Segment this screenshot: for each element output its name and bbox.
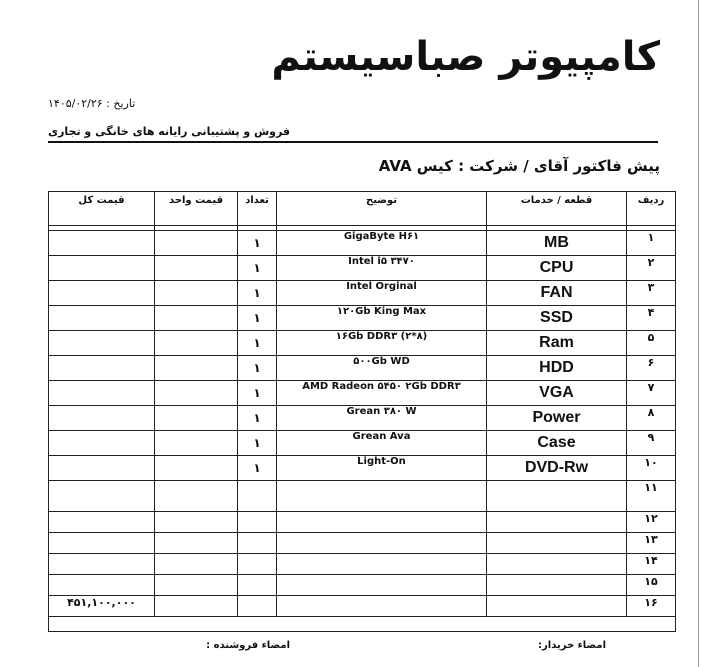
total-price-cell: [49, 381, 155, 406]
table-header-row: [49, 192, 676, 226]
row-number-cell: ۱: [627, 231, 676, 256]
row-number-cell: ۱۴: [627, 554, 676, 575]
grand-total-cell: ۴۵۱,۱۰۰,۰۰۰: [49, 596, 155, 617]
total-price-cell: [49, 512, 155, 533]
row-number-cell: ۹: [627, 431, 676, 456]
description-cell: AMD Radeon ۵۴۵۰ ۲Gb DDR۳: [277, 381, 487, 406]
unit-price-cell: [155, 481, 238, 512]
description-cell: [277, 554, 487, 575]
company-title: کامپیوتر صباسیستم: [271, 34, 660, 80]
seller-signature-label: امضاء فروشنده :: [206, 640, 290, 651]
description-cell: ۱۶Gb DDR۳ (۲*۸): [277, 331, 487, 356]
row-number-cell: ۵: [627, 331, 676, 356]
quantity-cell: ۱: [238, 406, 277, 431]
quantity-cell: ۱: [238, 256, 277, 281]
unit-price-cell: [155, 575, 238, 596]
total-price-cell: [49, 554, 155, 575]
quantity-cell: ۱: [238, 356, 277, 381]
part-cell: VGA: [487, 381, 627, 406]
description-cell: Intel i۵ ۳۴۷۰: [277, 256, 487, 281]
quantity-cell: ۱: [238, 331, 277, 356]
total-price-cell: [49, 256, 155, 281]
unit-price-cell: [155, 596, 238, 617]
description-cell: Grean ۳۸۰ W: [277, 406, 487, 431]
row-number-cell: ۳: [627, 281, 676, 306]
description-cell: Intel Orginal: [277, 281, 487, 306]
quantity-cell: ۱: [238, 306, 277, 331]
total-price-cell: [49, 456, 155, 481]
description-cell: [277, 481, 487, 512]
description-cell: Grean Ava: [277, 431, 487, 456]
page-right-border: [698, 0, 699, 667]
quantity-cell: [238, 512, 277, 533]
table-row: [49, 456, 676, 481]
table-row-empty: [49, 481, 676, 512]
part-cell: [487, 481, 627, 512]
customer-line: پیش فاکتور آقای / شرکت : کیس AVA: [378, 157, 660, 175]
footer-blank-cell: [49, 617, 676, 632]
description-cell: [277, 575, 487, 596]
total-price-cell: [49, 231, 155, 256]
table-footer-row: [49, 617, 676, 632]
row-number-cell: ۱۱: [627, 481, 676, 512]
table-row: [49, 431, 676, 456]
header-divider: [48, 141, 658, 143]
table-row: [49, 306, 676, 331]
row-number-cell: ۱۲: [627, 512, 676, 533]
total-price-cell: [49, 533, 155, 554]
description-cell: ۵۰۰Gb WD: [277, 356, 487, 381]
table-row-empty: [49, 512, 676, 533]
unit-price-cell: [155, 406, 238, 431]
total-price-cell: [49, 306, 155, 331]
quantity-cell: [238, 596, 277, 617]
total-price-cell: [49, 406, 155, 431]
description-cell: Light-On: [277, 456, 487, 481]
row-number-cell: ۴: [627, 306, 676, 331]
part-cell: Power: [487, 406, 627, 431]
part-cell: SSD: [487, 306, 627, 331]
row-number-cell: ۲: [627, 256, 676, 281]
row-number-cell: ۱۶: [627, 596, 676, 617]
quantity-cell: ۱: [238, 231, 277, 256]
table-row-empty: [49, 533, 676, 554]
part-cell: [487, 554, 627, 575]
row-number-cell: ۶: [627, 356, 676, 381]
description-cell: GigaByte H۶۱: [277, 231, 487, 256]
unit-price-cell: [155, 431, 238, 456]
quantity-cell: ۱: [238, 381, 277, 406]
part-cell: [487, 596, 627, 617]
col-header-part: قطعه / خدمات: [487, 192, 627, 226]
quantity-cell: ۱: [238, 281, 277, 306]
table-row: [49, 381, 676, 406]
quantity-cell: [238, 533, 277, 554]
part-cell: Ram: [487, 331, 627, 356]
part-cell: DVD-Rw: [487, 456, 627, 481]
part-cell: MB: [487, 231, 627, 256]
row-number-cell: ۱۰: [627, 456, 676, 481]
description-cell: [277, 533, 487, 554]
table-row: [49, 231, 676, 256]
col-header-quantity: تعداد: [238, 192, 277, 226]
table-row: [49, 331, 676, 356]
table-row-empty: [49, 575, 676, 596]
table-row-empty: [49, 554, 676, 575]
unit-price-cell: [155, 554, 238, 575]
invoice-table: [48, 191, 676, 632]
row-number-cell: ۱۵: [627, 575, 676, 596]
unit-price-cell: [155, 381, 238, 406]
quantity-cell: [238, 481, 277, 512]
total-price-cell: [49, 431, 155, 456]
col-header-row-no: ردیف: [627, 192, 676, 226]
total-price-cell: [49, 331, 155, 356]
total-price-cell: [49, 356, 155, 381]
row-number-cell: ۱۳: [627, 533, 676, 554]
table-row: [49, 356, 676, 381]
table-row: [49, 281, 676, 306]
row-number-cell: ۸: [627, 406, 676, 431]
unit-price-cell: [155, 512, 238, 533]
unit-price-cell: [155, 306, 238, 331]
part-cell: Case: [487, 431, 627, 456]
quantity-cell: [238, 554, 277, 575]
company-tagline: فروش و پشتیبانی رایانه های خانگی و تجاری: [48, 125, 291, 138]
quantity-cell: ۱: [238, 431, 277, 456]
part-cell: [487, 533, 627, 554]
unit-price-cell: [155, 533, 238, 554]
quantity-cell: [238, 575, 277, 596]
unit-price-cell: [155, 256, 238, 281]
table-row: [49, 256, 676, 281]
total-price-cell: [49, 281, 155, 306]
row-number-cell: ۷: [627, 381, 676, 406]
part-cell: HDD: [487, 356, 627, 381]
description-cell: [277, 512, 487, 533]
unit-price-cell: [155, 356, 238, 381]
unit-price-cell: [155, 281, 238, 306]
description-cell: [277, 596, 487, 617]
part-cell: [487, 512, 627, 533]
invoice-date: تاریخ : ۱۴۰۵/۰۲/۲۶: [48, 97, 136, 110]
col-header-total-price: قیمت کل: [49, 192, 155, 226]
table-row: [49, 406, 676, 431]
total-price-cell: [49, 481, 155, 512]
col-header-description: توضیح: [277, 192, 487, 226]
unit-price-cell: [155, 456, 238, 481]
total-price-cell: [49, 575, 155, 596]
unit-price-cell: [155, 231, 238, 256]
part-cell: [487, 575, 627, 596]
col-header-unit-price: قیمت واحد: [155, 192, 238, 226]
table-row-total: [49, 596, 676, 617]
part-cell: CPU: [487, 256, 627, 281]
description-cell: ۱۲۰Gb King Max: [277, 306, 487, 331]
unit-price-cell: [155, 331, 238, 356]
part-cell: FAN: [487, 281, 627, 306]
quantity-cell: ۱: [238, 456, 277, 481]
buyer-signature-label: امضاء خریدار:: [538, 640, 606, 651]
